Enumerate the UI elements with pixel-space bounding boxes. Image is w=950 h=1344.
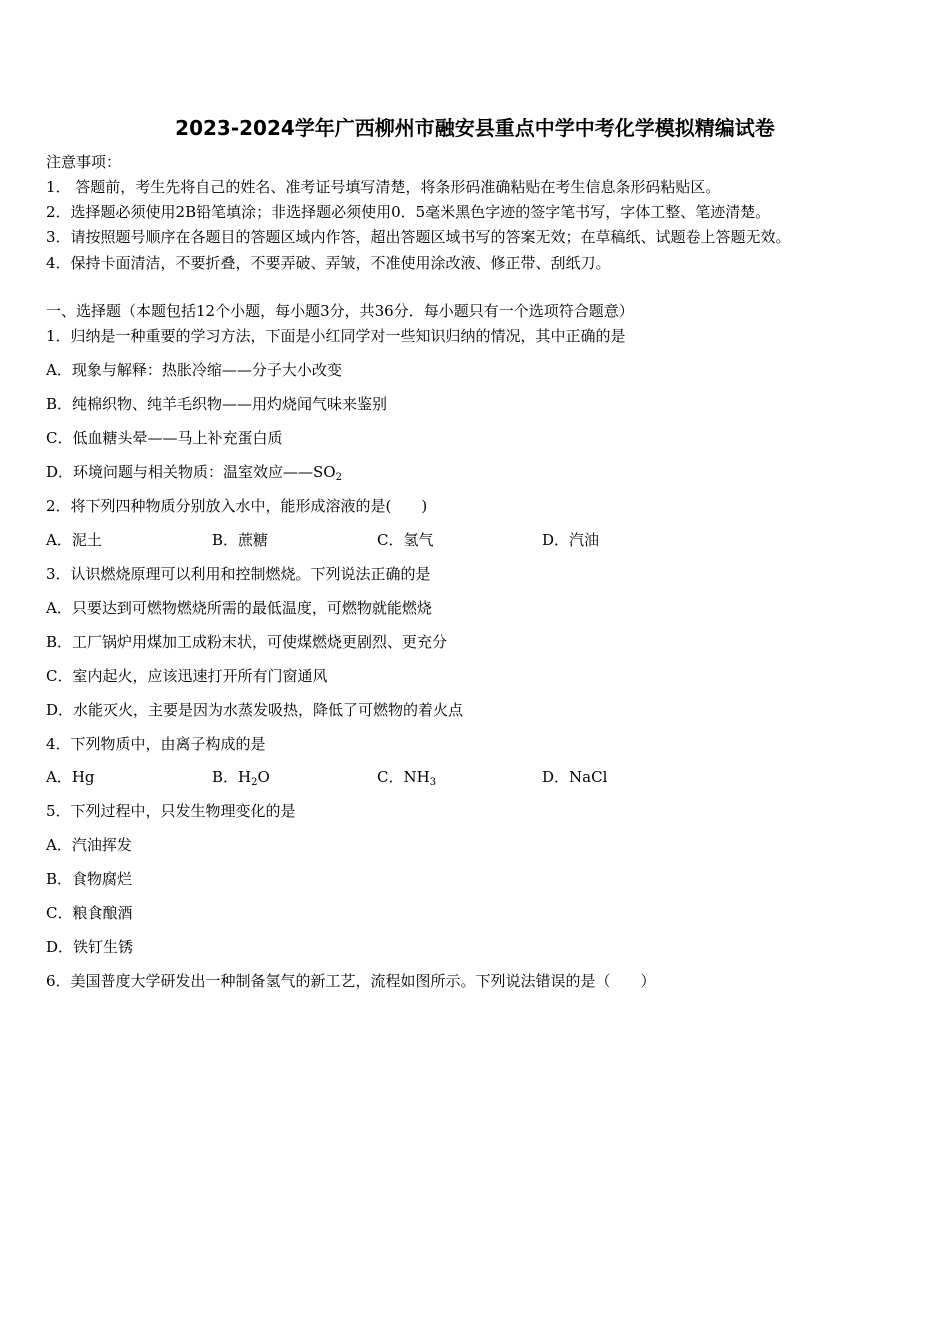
option-text: B．H <box>212 768 252 786</box>
question-6-stem: 6．美国普度大学研发出一种制备氢气的新工艺，流程如图所示。下列说法错误的是（ ） <box>46 972 656 990</box>
question-3-option-c: C．室内起火，应该迅速打开所有门窗通风 <box>46 667 328 685</box>
question-2-option-d: D．汽油 <box>542 531 600 549</box>
question-5-option-b: B．食物腐烂 <box>46 870 133 888</box>
question-1-option-d <box>46 462 342 482</box>
notice-item: 4．保持卡面清洁，不要折叠，不要弄破、弄皱，不准使用涂改液、修正带、刮纸刀。 <box>46 254 611 272</box>
question-4-option-b <box>212 767 270 787</box>
question-3-option-d: D．水能灭火，主要是因为水蒸发吸热，降低了可燃物的着火点 <box>46 701 464 719</box>
question-2-option-a: A．泥土 <box>46 531 102 549</box>
subscript: 3 <box>429 777 437 788</box>
notice-item: 3．请按照题号顺序在各题目的答题区域内作答，超出答题区域书写的答案无效；在草稿纸、试题卷上答题无效。 <box>46 228 791 246</box>
question-2-option-b: B．蔗糖 <box>212 531 269 549</box>
question-5-option-c: C．粮食酿酒 <box>46 904 133 922</box>
question-4-option-d: D．NaCl <box>542 768 608 786</box>
question-5-option-a: A．汽油挥发 <box>46 836 132 854</box>
option-text: D．环境问题与相关物质：温室效应——SO <box>46 463 336 481</box>
notice-heading: 注意事项： <box>46 153 122 171</box>
option-text: O <box>257 768 270 786</box>
question-3-option-a: A．只要达到可燃物燃烧所需的最低温度，可燃物就能燃烧 <box>46 599 432 617</box>
question-4-option-a: A．Hg <box>46 768 95 786</box>
question-2-option-c: C．氢气 <box>377 531 434 549</box>
notice-item: 1． 答题前，考生先将自己的姓名、准考证号填写清楚，将条形码准确粘贴在考生信息条形码粘贴区。 <box>46 178 721 196</box>
option-text: C．NH <box>377 768 430 786</box>
question-1-stem: 1．归纳是一种重要的学习方法，下面是小红同学对一些知识归纳的情况，其中正确的是 <box>46 327 626 345</box>
question-3-stem: 3．认识燃烧原理可以利用和控制燃烧。下列说法正确的是 <box>46 565 431 583</box>
question-4-stem: 4．下列物质中，由离子构成的是 <box>46 735 266 753</box>
subscript: 2 <box>251 777 258 788</box>
question-4-option-c <box>377 767 436 787</box>
subscript: 2 <box>335 472 342 483</box>
question-5-option-d: D．铁钉生锈 <box>46 938 134 956</box>
question-2-stem: 2．将下列四种物质分别放入水中，能形成溶液的是( ) <box>46 497 428 515</box>
page-title: 2023-2024学年广西柳州市融安县重点中学中考化学模拟精编试卷 <box>175 116 775 140</box>
notice-item: 2．选择题必须使用2B铅笔填涂；非选择题必须使用0．5毫米黑色字迹的签字笔书写，字体工整、笔迹清楚。 <box>46 203 771 221</box>
question-1-option-c: C．低血糖头晕——马上补充蛋白质 <box>46 429 283 447</box>
question-5-stem: 5．下列过程中，只发生物理变化的是 <box>46 802 296 820</box>
question-1-option-a: A．现象与解释：热胀冷缩——分子大小改变 <box>46 361 342 379</box>
question-3-option-b: B．工厂锅炉用煤加工成粉末状，可使煤燃烧更剧烈、更充分 <box>46 633 448 651</box>
section-heading: 一、选择题（本题包括12个小题，每小题3分，共36分．每小题只有一个选项符合题意） <box>46 302 634 320</box>
question-1-option-b: B．纯棉织物、纯羊毛织物——用灼烧闻气味来鉴别 <box>46 395 388 413</box>
